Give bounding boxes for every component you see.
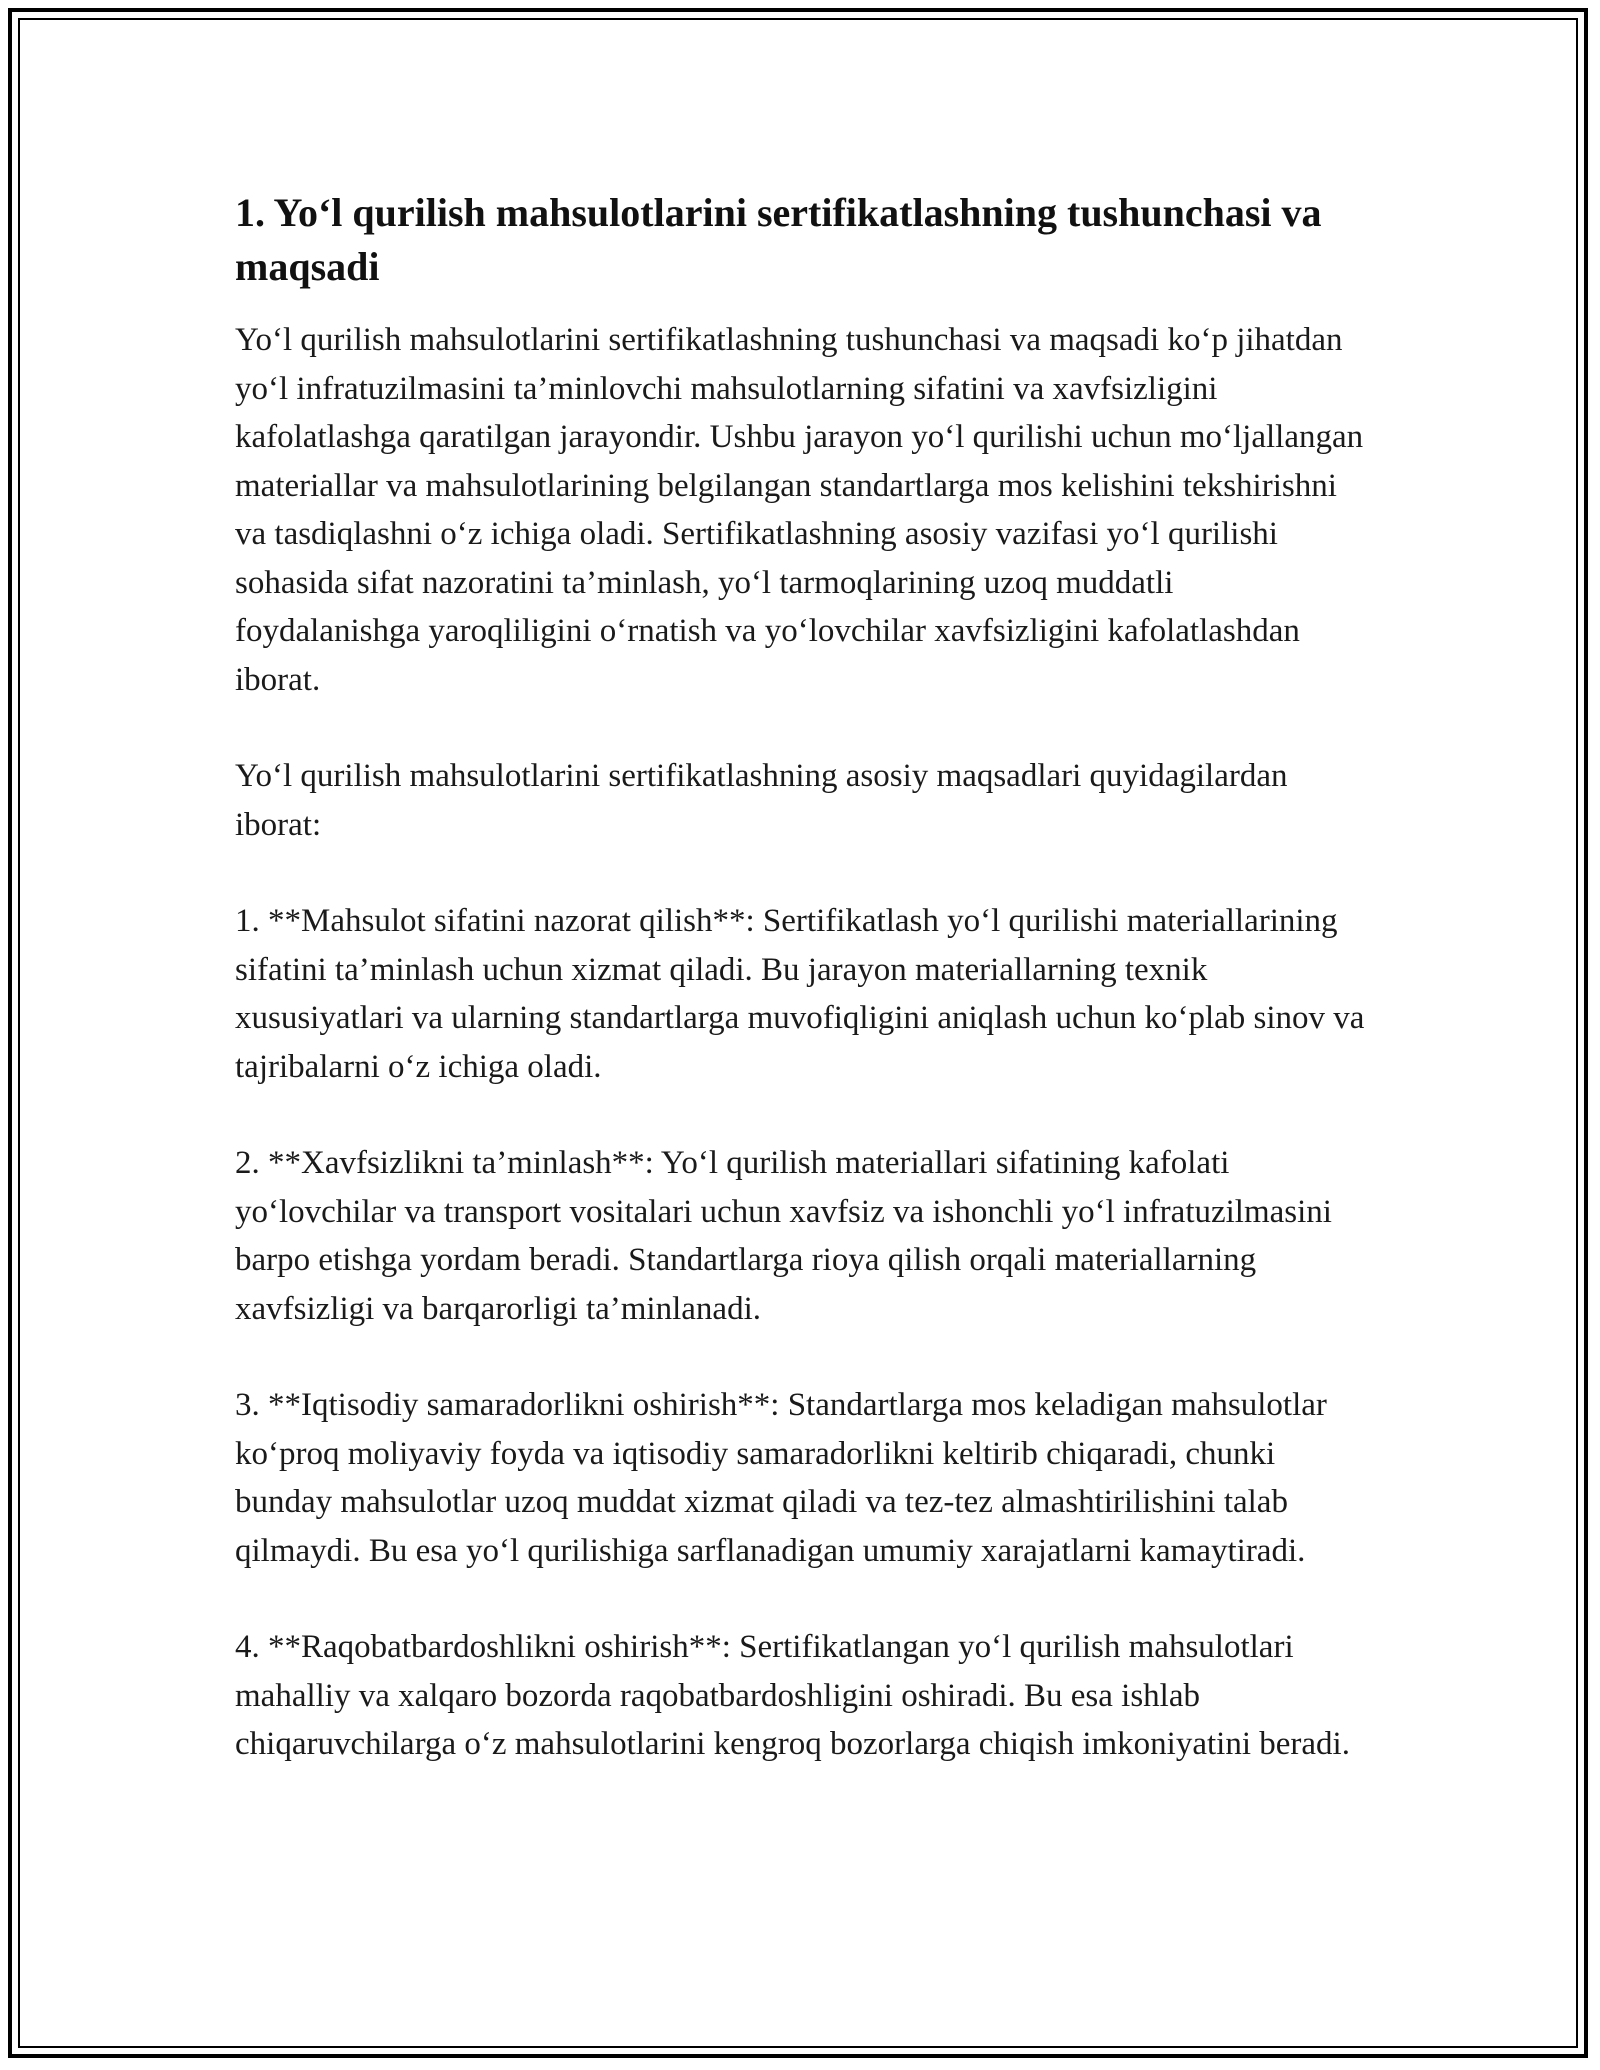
intro-paragraph: Yo‘l qurilish mahsulotlarini sertifikatlashning tushunchasi va maqsadi ko‘p jihatdan yo‘l infratuzilmasini ta’minlovchi mahsulotlarning sifatini va xavfsizligini kafolatlashga qaratilgan jarayondir. Ushbu jarayon yo‘l qurilishi uchun mo‘ljallangan materiallar va mahsulotlarining belgilangan standartlarga mos kelishini tekshirishni va tasdiqlashni o‘z ichiga oladi. Sertifikatlashning asosiy vazifasi yo‘l qurilishi sohasida sifat nazoratini ta’minlash, yo‘l tarmoqlarining uzoq muddatli foydalanishga yaroqliligini o‘rnatish va yo‘lovchilar xavfsizligini kafolatlashdan iborat. <box>235 322 1364 698</box>
goal-item-efficiency: 3. **Iqtisodiy samaradorlikni oshirish**: Standartlarga mos keladigan mahsulotlar ko‘proq moliyaviy foyda va iqtisodiy samaradorlikni keltirib chiqaradi, chunki bunday mahsulotlar uzoq muddat xizmat qiladi va tez-tez almashtirilishini talab qilmaydi. Bu esa yo‘l qurilishiga sarflanadigan umumiy xarajatlarni kamaytiradi. <box>235 1387 1327 1569</box>
goal-item-safety: 2. **Xavfsizlikni ta’minlash**: Yo‘l qurilish materiallari sifatining kafolati yo‘lovchilar va transport vositalari uchun xavfsiz va ishonchli yo‘l infratuzilmasini barpo etishga yordam beradi. Standartlarga rioya qilish orqali materiallarning xavfsizligi va barqarorligi ta’minlanadi. <box>235 1145 1332 1327</box>
goals-intro-paragraph: Yo‘l qurilish mahsulotlarini sertifikatlashning asosiy maqsadlari quyidagilardan iborat: <box>235 758 1288 843</box>
document-body <box>235 186 1365 1817</box>
goal-item-competitiveness: 4. **Raqobatbardoshlikni oshirish**: Sertifikatlangan yo‘l qurilish mahsulotlari mahalliy va xalqaro bozorda raqobatbardoshligini oshiradi. Bu esa ishlab chiqaruvchilarga o‘z mahsulotlarini kengroq bozorlarga chiqish imkoniyatini beradi. <box>235 1629 1350 1762</box>
section-heading: 1. Yo‘l qurilish mahsulotlarini sertifikatlashning tushunchasi va maqsadi <box>235 190 1322 289</box>
goal-item-quality: 1. **Mahsulot sifatini nazorat qilish**: Sertifikatlash yo‘l qurilishi materiallarining sifatini ta’minlash uchun xizmat qiladi. Bu jarayon materiallarning texnik xususiyatlari va ularning standartlarga muvofiqligini aniqlash uchun ko‘plab sinov va tajribalarni o‘z ichiga oladi. <box>235 903 1365 1085</box>
